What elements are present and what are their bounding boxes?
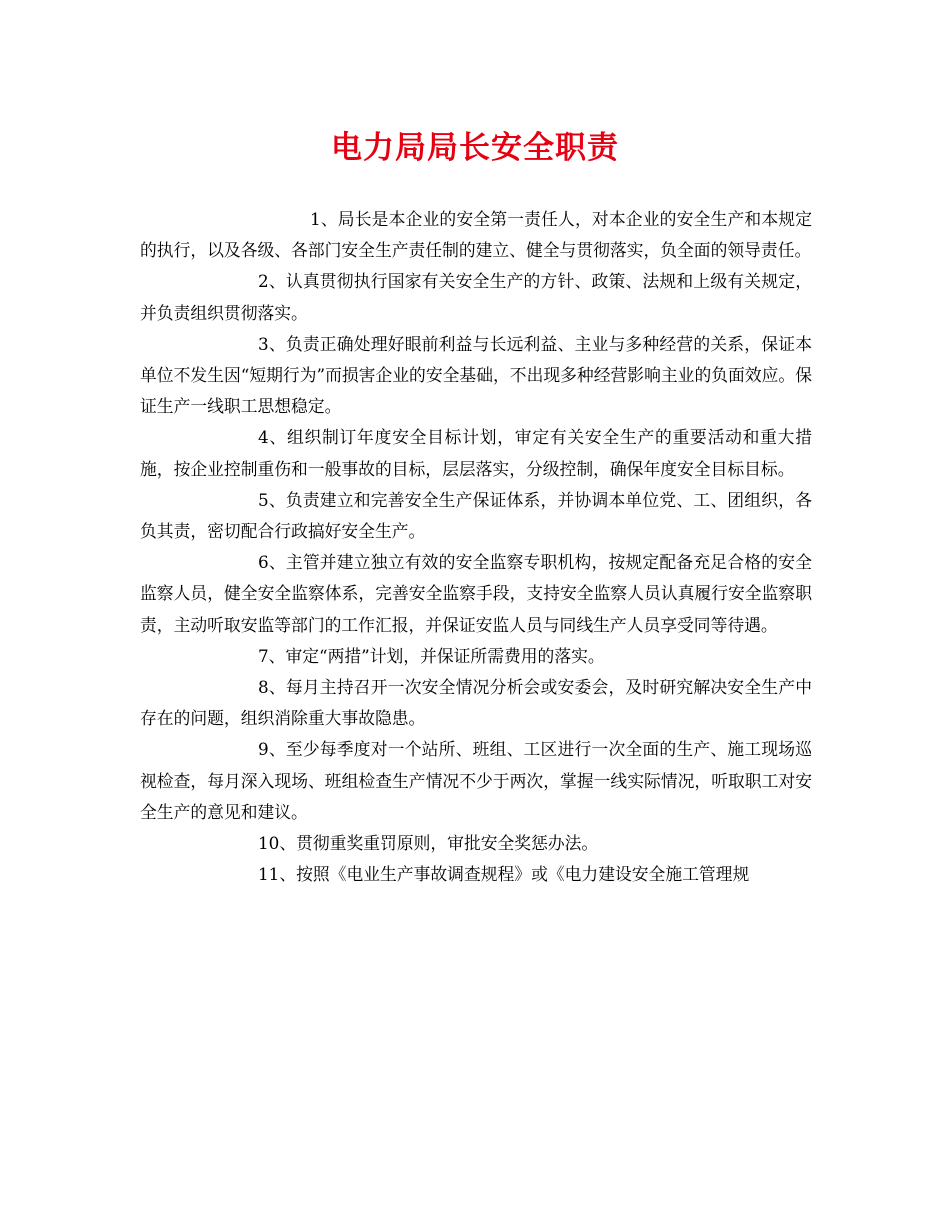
paragraph-5: 5、负责建立和完善安全生产保证体系，并协调本单位党、工、团组织，各负其责，密切配合行政搞好安全生产。 [140, 489, 812, 542]
document-title: 电力局局长安全职责 [331, 130, 619, 166]
paragraph-9: 9、至少每季度对一个站所、班组、工区进行一次全面的生产、施工现场巡视检查，每月深入现场、班组检查生产情况不少于两次，掌握一线实际情况，听取职工对安全生产的意见和建议。 [140, 739, 812, 822]
paragraph-7: 7、审定“两措”计划，并保证所需费用的落实。 [258, 645, 605, 666]
paragraph-3: 3、负责正确处理好眼前利益与长远利益、主业与多种经营的关系，保证本单位不发生因“短期行为”而损害企业的安全基础，不出现多种经营影响主业的负面效应。保证生产一线职工思想稳定。 [140, 333, 812, 417]
paragraph-8: 8、每月主持召开一次安全情况分析会或安委会，及时研究解决安全生产中存在的问题，组织消除重大事故隐患。 [140, 677, 812, 729]
paragraph-10: 10、贯彻重奖重罚原则，审批安全奖惩办法。 [258, 833, 599, 854]
paragraph-4: 4、组织制订年度安全目标计划，审定有关安全生产的重要活动和重大措施，按企业控制重伤和一般事故的目标，层层落实，分级控制，确保年度安全目标目标。 [140, 427, 812, 479]
paragraph-6: 6、主管并建立独立有效的安全监察专职机构，按规定配备充足合格的安全监察人员，健全安全监察体系，完善安全监察手段，支持安全监察人员认真履行安全监察职责，主动听取安监等部门的工作汇报，并保证安监人员与同线生产人员享受同等待遇。 [140, 552, 812, 635]
paragraph-11: 11、按照《电业生产事故调查规程》或《电力建设安全施工管理规 [258, 864, 750, 885]
paragraph-1: 1、局长是本企业的安全第一责任人，对本企业的安全生产和本规定的执行，以及各级、各部门安全生产责任制的建立、健全与贯彻落实，负全面的领导责任。 [140, 209, 812, 261]
document-body [140, 204, 812, 890]
paragraph-2: 2、认真贯彻执行国家有关安全生产的方针、政策、法规和上级有关规定，并负责组织贯彻落实。 [140, 271, 812, 323]
